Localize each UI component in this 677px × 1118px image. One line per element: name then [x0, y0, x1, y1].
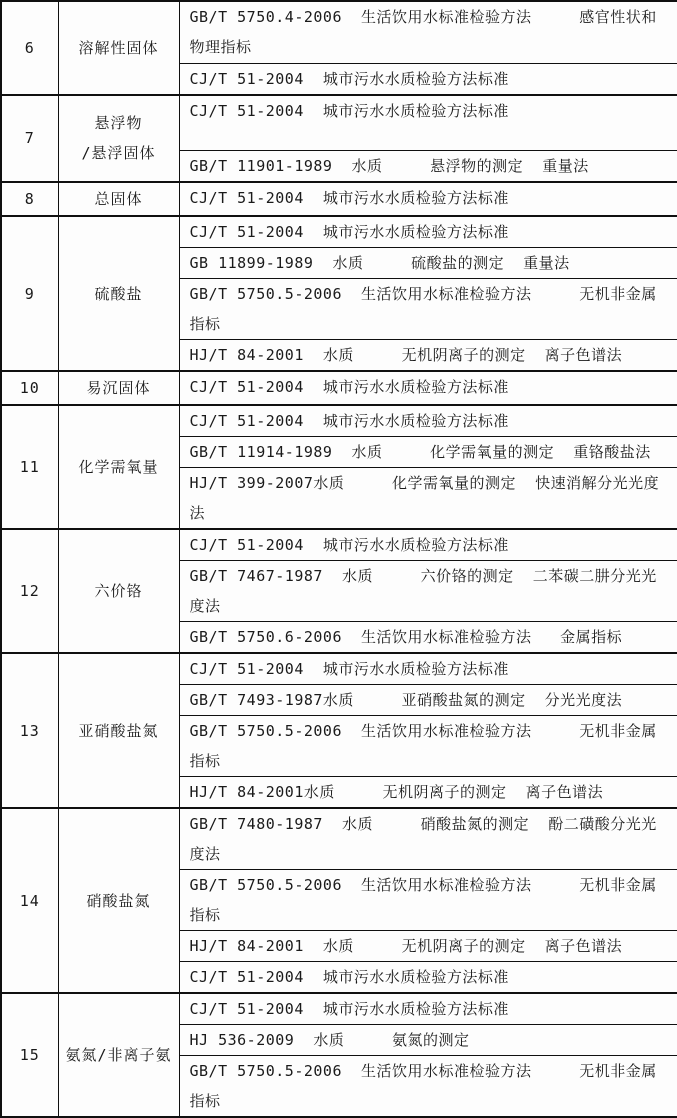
method-standard-cell: GB/T 11914-1989 水质 化学需氧量的测定 重铬酸盐法 [179, 437, 677, 468]
row-number: 11 [1, 405, 58, 529]
method-standard-cell: GB/T 5750.4-2006 生活饮用水标准检验方法 感官性状和物理指标 [179, 1, 677, 63]
parameter-name-line: 亚硝酸盐氮 [78, 721, 159, 740]
parameter-name-line: 氨氮/非离子氨 [65, 1046, 172, 1064]
method-standard-cell: CJ/T 51-2004 城市污水水质检验方法标准 [179, 216, 677, 248]
parameter-name [58, 808, 179, 993]
method-standard-cell: GB/T 7493-1987水质 亚硝酸盐氮的测定 分光光度法 [179, 685, 677, 716]
row-number: 10 [1, 371, 58, 405]
method-standard-cell: CJ/T 51-2004 城市污水水质检验方法标准 [179, 405, 677, 437]
method-standard-cell: GB/T 5750.6-2006 生活饮用水标准检验方法 金属指标 [179, 622, 677, 654]
method-standard-cell: GB/T 5750.5-2006 生活饮用水标准检验方法 无机非金属指标 [179, 716, 677, 777]
table-row [1, 405, 677, 437]
table-row [1, 371, 677, 405]
parameter-name-line: 六价铬 [94, 582, 143, 600]
parameter-name [58, 653, 179, 808]
method-standard-cell: CJ/T 51-2004 城市污水水质检验方法标准 [179, 993, 677, 1025]
parameter-name-line: 溶解性固体 [78, 38, 159, 57]
method-standard-cell: CJ/T 51-2004 城市污水水质检验方法标准 [179, 529, 677, 561]
parameter-name-line: /悬浮固体 [81, 144, 156, 163]
method-standard-cell: GB/T 11901-1989 水质 悬浮物的测定 重量法 [179, 151, 677, 183]
standards-table-body [1, 1, 677, 1117]
parameter-name [58, 529, 179, 653]
method-standard-cell: CJ/T 51-2004 城市污水水质检验方法标准 [179, 962, 677, 994]
parameter-name [58, 216, 179, 371]
method-standard-cell: CJ/T 51-2004 城市污水水质检验方法标准 [179, 63, 677, 95]
method-standard-cell: HJ/T 84-2001 水质 无机阴离子的测定 离子色谱法 [179, 340, 677, 372]
parameter-name-line: 硝酸盐氮 [86, 891, 151, 910]
row-number: 7 [1, 95, 58, 183]
method-standard-cell: GB/T 5750.5-2006 生活饮用水标准检验方法 无机非金属指标 [179, 1056, 677, 1118]
method-standard-cell: GB/T 7480-1987 水质 硝酸盐氮的测定 酚二磺酸分光光度法 [179, 808, 677, 870]
row-number: 14 [1, 808, 58, 993]
method-standard-cell: HJ 536-2009 水质 氨氮的测定 [179, 1025, 677, 1056]
parameter-name [58, 371, 179, 405]
method-standard-cell: CJ/T 51-2004 城市污水水质检验方法标准 [179, 371, 677, 405]
row-number: 9 [1, 216, 58, 371]
parameter-name [58, 95, 179, 183]
method-standard-cell: HJ/T 84-2001水质 无机阴离子的测定 离子色谱法 [179, 777, 677, 809]
table-row [1, 1, 677, 63]
table-row [1, 216, 677, 248]
parameter-name [58, 182, 179, 216]
parameter-name-line: 悬浮物 [94, 114, 143, 133]
row-number: 8 [1, 182, 58, 216]
parameter-name [58, 993, 179, 1117]
table-row [1, 653, 677, 685]
table-row [1, 95, 677, 151]
method-standard-cell: GB 11899-1989 水质 硫酸盐的测定 重量法 [179, 248, 677, 279]
table-row [1, 993, 677, 1025]
row-number: 6 [1, 1, 58, 95]
method-standard-cell: CJ/T 51-2004 城市污水水质检验方法标准 [179, 95, 677, 151]
method-standard-cell: GB/T 7467-1987 水质 六价铬的测定 二苯碳二肼分光光度法 [179, 561, 677, 622]
parameter-name [58, 405, 179, 529]
row-number: 13 [1, 653, 58, 808]
method-standard-cell: CJ/T 51-2004 城市污水水质检验方法标准 [179, 653, 677, 685]
table-row [1, 182, 677, 216]
method-standard-cell: GB/T 5750.5-2006 生活饮用水标准检验方法 无机非金属指标 [179, 279, 677, 340]
method-standard-cell: GB/T 5750.5-2006 生活饮用水标准检验方法 无机非金属指标 [179, 870, 677, 931]
parameter-name-line: 总固体 [94, 190, 143, 208]
table-row [1, 529, 677, 561]
table-row [1, 808, 677, 870]
row-number: 12 [1, 529, 58, 653]
method-standard-cell: HJ/T 399-2007水质 化学需氧量的测定 快速消解分光光度法 [179, 468, 677, 530]
method-standard-cell: HJ/T 84-2001 水质 无机阴离子的测定 离子色谱法 [179, 931, 677, 962]
parameter-name-line: 化学需氧量 [78, 458, 159, 476]
parameter-name [58, 1, 179, 95]
parameter-name-line: 硫酸盐 [94, 284, 143, 303]
method-standard-cell: CJ/T 51-2004 城市污水水质检验方法标准 [179, 182, 677, 216]
row-number: 15 [1, 993, 58, 1117]
parameter-name-line: 易沉固体 [86, 379, 151, 397]
